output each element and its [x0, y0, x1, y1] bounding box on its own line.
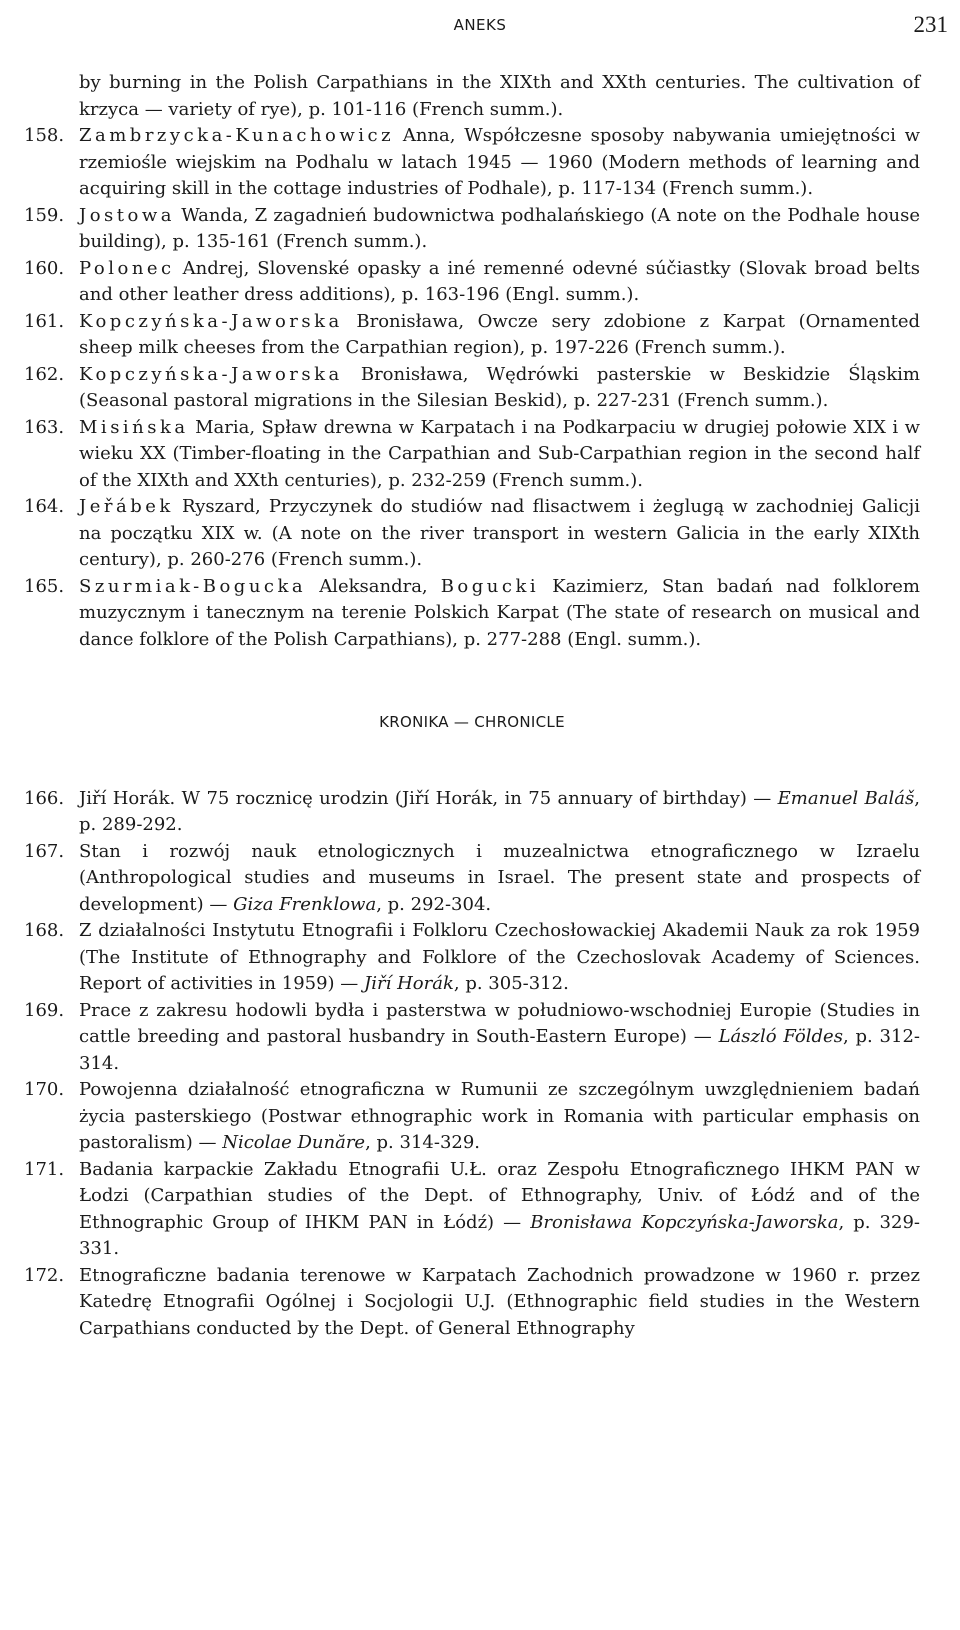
entry	[24, 839, 920, 919]
entry-author: Polonec	[79, 257, 175, 279]
entry	[24, 256, 920, 309]
entry-author: Jostowa	[79, 204, 175, 226]
entry-author: Jeřábek	[79, 496, 174, 517]
entry-number: 168.	[24, 920, 65, 941]
bibliography-content	[24, 70, 920, 1342]
entry-author: Bronisława Kopczyńska-Jaworska	[530, 1211, 839, 1233]
entry-165	[24, 574, 920, 654]
entry-number: 158.	[24, 125, 65, 146]
entry-body	[79, 574, 920, 654]
entry	[24, 786, 920, 839]
entry	[24, 998, 920, 1078]
entry-number: 161.	[24, 310, 65, 332]
running-title: ANEKS	[453, 16, 507, 34]
entry-author: Kopczyńska-Jaworska	[79, 310, 343, 332]
entry	[24, 123, 920, 203]
entry-number: 172.	[24, 1264, 65, 1286]
section-heading: KRONIKA — CHRONICLE	[379, 713, 565, 731]
entry-text: Stan i rozwój nauk etnologicznych i muzealnictwa etnograficznego w Izraelu (Anthropological studies and museums in Israel. The present state and prospects of development) —	[79, 840, 920, 915]
entry-text: Anna, Współczesne sposoby nabywania umiejętności w rzemiośle wiejskim na Podhalu w latach 1945 — 1960 (Modern methods of learning and acquiring skill in the cottage industries of Podhale), p. 117-134 (French summ.).	[79, 125, 920, 199]
entry-body	[79, 1263, 920, 1343]
entry	[24, 415, 920, 495]
entry-pages: , p. 329-331.	[79, 1211, 920, 1259]
entry-text: Jiří Horák. W 75 rocznicę urodzin (Jiří Horák, in 75 annuary of birthday) —	[79, 787, 778, 809]
entry-text: Andrej, Slovenské opasky a iné remenné odevné súčiastky (Slovak broad belts and other leather dress additions), p. 163-196 (Engl. summ.).	[79, 257, 920, 305]
entries-list-b	[24, 786, 920, 1343]
entry-number: 165.	[24, 575, 65, 597]
entry-text: Bronisława, Owcze sery zdobione z Karpat (Ornamented sheep milk cheeses from the Carpathian region), p. 197-226 (French summ.).	[79, 310, 920, 358]
entry-body	[79, 309, 920, 362]
entry-number: 167.	[24, 840, 65, 862]
entries-list-a	[24, 123, 920, 574]
entry-number: 169.	[24, 999, 65, 1021]
entry-number: 162.	[24, 363, 65, 385]
entry-pages: , p. 314-329.	[365, 1132, 481, 1153]
entry-pages: , p. 312-314.	[79, 1026, 920, 1074]
entry-author: Jiří Horák	[364, 973, 454, 994]
entry-text: Wanda, Z zagadnień budownictwa podhalańskiego (A note on the Podhale house building), p. 135-161 (French summ.).	[79, 204, 920, 252]
entry-body	[79, 1077, 920, 1157]
entry-number: 171.	[24, 1158, 65, 1180]
entry-author: Misińska	[79, 416, 189, 438]
entry-body	[79, 1157, 920, 1263]
entry-body	[79, 415, 920, 495]
entry-author: Kopczyńska-Jaworska	[79, 363, 343, 385]
entry-pages: , p. 305-312.	[453, 973, 569, 994]
entry-text: Bronisława, Wędrówki pasterskie w Beskidzie Śląskim (Seasonal pastoral migrations in the Silesian Beskid), p. 227-231 (French summ.).	[79, 363, 920, 411]
entry-text: Badania karpackie Zakładu Etnografii U.Ł. oraz Zespołu Etnograficznego IHKM PAN w Łodzi (Carpathian studies of the Dept. of Ethnography, Univ. of Łódź and of the Ethnographic Group of IHKM PAN in Łódź) —	[79, 1158, 920, 1233]
entry-body	[79, 839, 920, 919]
entry-text: Etnograficzne badania terenowe w Karpatach Zachodnich prowadzone w 1960 r. przez Katedrę Etnografii Ogólnej i Socjologii U.J. (Ethnographic field studies in the Western Carpathians conducted by the Dept. of General Ethnography	[79, 1264, 920, 1339]
entry	[24, 918, 920, 998]
entry-author: László Földes	[718, 1026, 843, 1047]
entry-author-2: Bogucki	[440, 575, 540, 597]
entry-number: 164.	[24, 496, 65, 517]
entry	[24, 1077, 920, 1157]
entry-text-rest: Kazimierz, Stan badań nad folklorem muzycznym i tanecznym na terenie Polskich Karpat (The state of research on musical and dance folklore of the Polish Carpathians), p. 277-288 (Engl. summ.).	[79, 575, 921, 650]
entry-number: 166.	[24, 787, 65, 809]
entry-body	[79, 362, 920, 415]
running-header	[0, 12, 960, 42]
entry	[24, 362, 920, 415]
entry-text: Aleksandra,	[306, 575, 441, 597]
entry-body	[79, 786, 920, 839]
entry-author: Giza Frenklowa	[233, 893, 377, 915]
entry-pages: , p. 292-304.	[376, 893, 492, 915]
entry-number: 170.	[24, 1079, 65, 1100]
entry-author: Nicolae Dunăre	[222, 1132, 366, 1153]
entry	[24, 309, 920, 362]
entry-number: 159.	[24, 204, 65, 226]
entry	[24, 1263, 920, 1343]
entry-number: 163.	[24, 416, 65, 438]
entry-body	[79, 123, 920, 203]
entry-author: Szurmiak-Bogucka	[79, 575, 307, 597]
entry	[24, 1157, 920, 1263]
entry-author: Emanuel Baláš	[777, 787, 915, 809]
entry-body	[79, 203, 920, 256]
entry-author: Zambrzycka-Kunachowicz	[79, 125, 395, 146]
entry-text: Powojenna działalność etnograficzna w Rumunii ze szczególnym uwzględnieniem badań życia pasterskiego (Postwar ethnographic work in Romania with particular emphasis on pastoralism) —	[79, 1079, 920, 1153]
entry-text: Z działalności Instytutu Etnografii i Folkloru Czechosłowackiej Akademii Nauk za rok 1959 (The Institute of Ethnography and Folklore of the Czechoslovak Academy of Sciences. Report of activities in 1959) —	[79, 920, 920, 994]
entry-number: 160.	[24, 257, 65, 279]
entry-body	[79, 494, 920, 574]
entry-text: Prace z zakresu hodowli bydła i pasterstwa w południowo-wschodniej Europie (Studies in cattle breeding and pastoral husbandry in South-Eastern Europe) —	[79, 999, 920, 1047]
entry-text: Maria, Spław drewna w Karpatach i na Podkarpaciu w drugiej połowie XIX i w wieku XX (Timber-floating in the Carpathian and Sub-Carpathian region in the second half of the XIXth and XXth centuries), p. 232-259 (French summ.).	[79, 416, 920, 491]
page-number: 231	[913, 12, 948, 37]
entry-text: Ryszard, Przyczynek do studiów nad flisactwem i żeglugą w zachodniej Galicji na początku XIX w. (A note on the river transport in western Galicia in the early XIXth century), p. 260-276 (French summ.).	[79, 496, 920, 570]
entry	[24, 203, 920, 256]
continued-entry: by burning in the Polish Carpathians in the XIXth and XXth centuries. The cultivation of krzyca — variety of rye), p. 101-116 (French summ.).	[79, 72, 920, 120]
entry	[24, 494, 920, 574]
entry-body	[79, 918, 920, 998]
entry-pages: , p. 289-292.	[79, 787, 920, 835]
entry-body	[79, 998, 920, 1078]
entry-body	[79, 256, 920, 309]
